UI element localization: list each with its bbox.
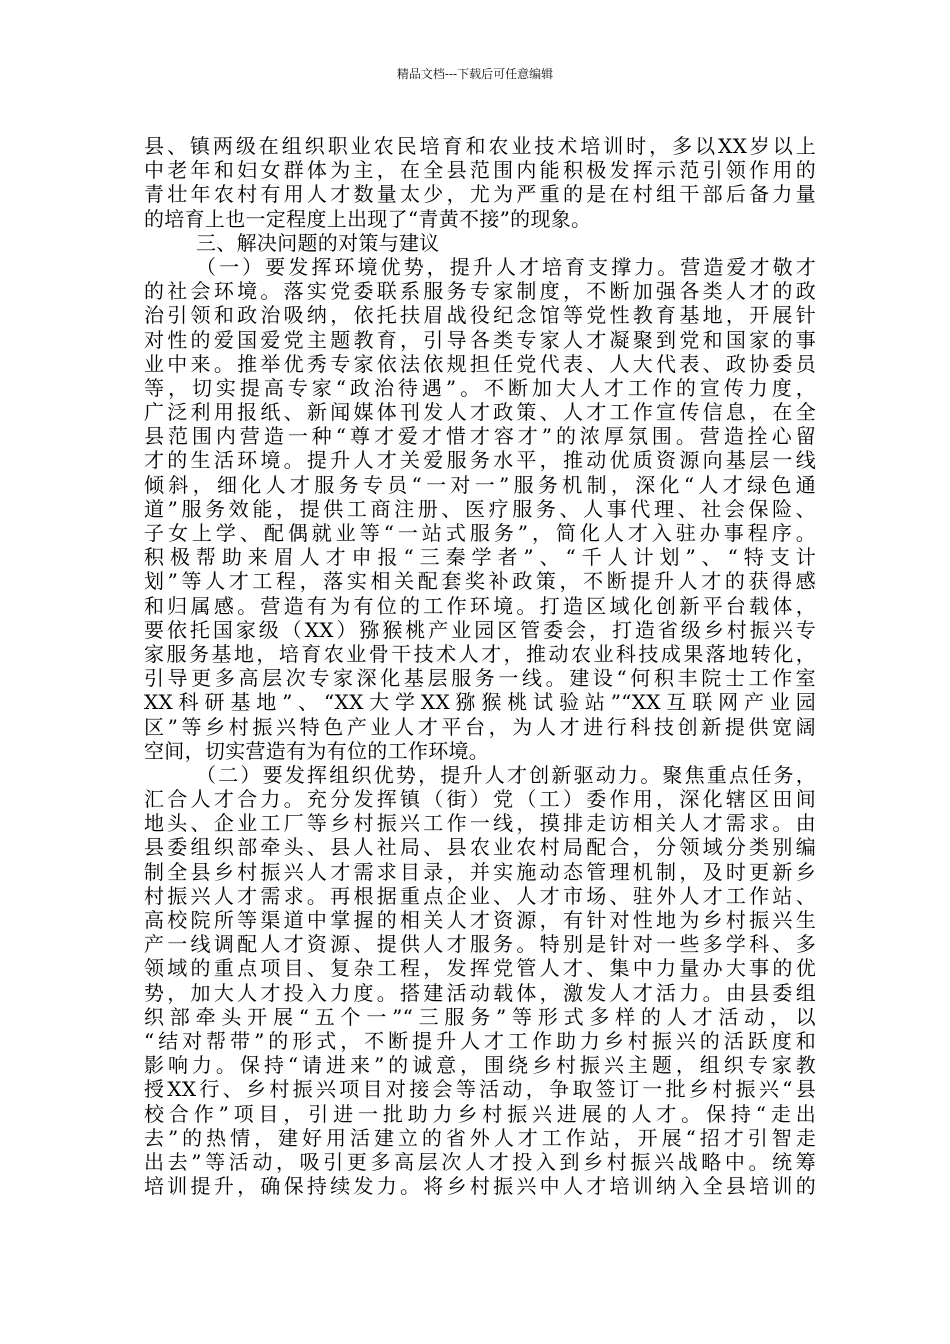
text-line: 才的生活环境。提升人才关爱服务水平，推动优质资源向基层一线: [144, 448, 816, 473]
text-line: 子女上学、配偶就业等“一站式服务”，简化人才入驻办事程序。: [144, 521, 816, 545]
text-line: 空间，切实营造有为有位的工作环境。: [144, 738, 490, 763]
text-line: 领域的重点项目、复杂工程，发挥党管人才、集中力量办大事的优: [144, 956, 816, 981]
text-line: 青壮年农村有用人才数量太少，尤为严重的是在村组干部后备力量: [144, 182, 816, 207]
text-line: 村振兴人才需求。再根据重点企业、人才市场、驻外人才工作站、: [144, 883, 816, 908]
text-line: 等，切实提高专家“政治待遇”。不断加大人才工作的宣传力度，: [144, 375, 816, 400]
page-header: 精品文档---下载后可任意编辑: [396, 67, 554, 81]
text-line: 家服务基地，培育农业骨干技术人才，推动农业科技成果落地转化，: [144, 641, 816, 666]
text-line: 织部牵头开展“五个一”“三服务”等形式多样的人才活动，以: [144, 1004, 816, 1029]
text-line: （二）要发挥组织优势，提升人才创新驱动力。聚焦重点任务，: [196, 762, 816, 787]
text-line: 中老年和妇女群体为主，在全县范围内能积极发挥示范引领作用的: [144, 158, 816, 183]
text-line: 授XX行、乡村振兴项目对接会等活动，争取签订一批乡村振兴“县: [144, 1077, 816, 1102]
text-line: 影响力。保持“请进来”的诚意，围绕乡村振兴主题，组织专家教: [144, 1053, 816, 1078]
text-line: （一）要发挥环境优势，提升人才培育支撑力。营造爱才敬才: [196, 254, 816, 279]
text-line: 要依托国家级（XX）猕猴桃产业园区管委会，打造省级乡村振兴专: [144, 617, 816, 642]
text-line: 校合作”项目，引进一批助力乡村振兴进展的人才。保持“走出: [144, 1101, 816, 1126]
text-line: 制全县乡村振兴人才需求目录，并实施动态管理机制，及时更新乡: [144, 859, 816, 884]
text-line: 区”等乡村振兴特色产业人才平台，为人才进行科技创新提供宽阔: [144, 714, 816, 739]
text-line: 出去”等活动，吸引更多高层次人才投入到乡村振兴战略中。统筹: [144, 1149, 816, 1174]
text-line: 对性的爱国爱党主题教育，引导各类专家人才凝聚到党和国家的事: [144, 327, 816, 352]
text-line: 培训提升，确保持续发力。将乡村振兴中人才培训纳入全县培训的: [144, 1174, 816, 1199]
text-line: “结对帮带”的形式，不断提升人才工作助力乡村振兴的活跃度和: [144, 1028, 816, 1053]
text-line: 地头、企业工厂等乡村振兴工作一线，摸排走访相关人才需求。由: [144, 811, 816, 836]
text-line: 倾斜，细化人才服务专员“一对一”服务机制，深化“人才绿色通: [144, 472, 816, 497]
text-line: 去”的热情，建好用活建立的省外人才工作站，开展“招才引智走: [144, 1125, 816, 1150]
text-line: 的培育上也一定程度上出现了“青黄不接”的现象。: [144, 206, 592, 231]
document-body: [144, 134, 816, 1198]
text-line: 汇合人才合力。充分发挥镇（街）党（工）委作用，深化辖区田间: [144, 787, 816, 812]
text-line: 三、解决问题的对策与建议: [196, 230, 440, 255]
text-line: 高校院所等渠道中掌握的相关人才资源，有针对性地为乡村振兴生: [144, 908, 816, 932]
text-line: 道”服务效能，提供工商注册、医疗服务、人事代理、社会保险、: [144, 496, 816, 521]
text-line: 的社会环境。落实党委联系服务专家制度，不断加强各类人才的政: [144, 279, 816, 304]
text-line: 产一线调配人才资源、提供人才服务。特别是针对一些多学科、多: [144, 932, 816, 957]
text-line: 和归属感。营造有为有位的工作环境。打造区域化创新平台载体，: [144, 593, 816, 618]
text-line: 治引领和政治吸纳，依托扶眉战役纪念馆等党性教育基地，开展针: [144, 303, 816, 328]
text-line: 业中来。推举优秀专家依法依规担任党代表、人大代表、政协委员: [144, 351, 816, 376]
text-line: 积极帮助来眉人才申报“三秦学者”、“千人计划”、“特支计: [144, 545, 816, 570]
text-line: XX科研基地”、“XX大学XX猕猴桃试验站”“XX互联网产业园: [144, 690, 816, 715]
text-line: 县委组织部牵头、县人社局、县农业农村局配合，分领域分类别编: [144, 835, 816, 860]
text-line: 势，加大人才投入力度。搭建活动载体，激发人才活力。由县委组: [144, 980, 816, 1005]
text-line: 广泛利用报纸、新闻媒体刊发人才政策、人才工作宣传信息，在全: [144, 400, 816, 425]
text-line: 引导更多高层次专家深化基层服务一线。建设“何积丰院士工作室: [144, 666, 816, 691]
text-line: 县范围内营造一种“尊才爱才惜才容才”的浓厚氛围。营造拴心留: [144, 424, 816, 449]
text-line: 县、镇两级在组织职业农民培育和农业技术培训时，多以XX岁以上: [144, 134, 816, 158]
text-line: 划”等人才工程，落实相关配套奖补政策，不断提升人才的获得感: [144, 569, 816, 594]
